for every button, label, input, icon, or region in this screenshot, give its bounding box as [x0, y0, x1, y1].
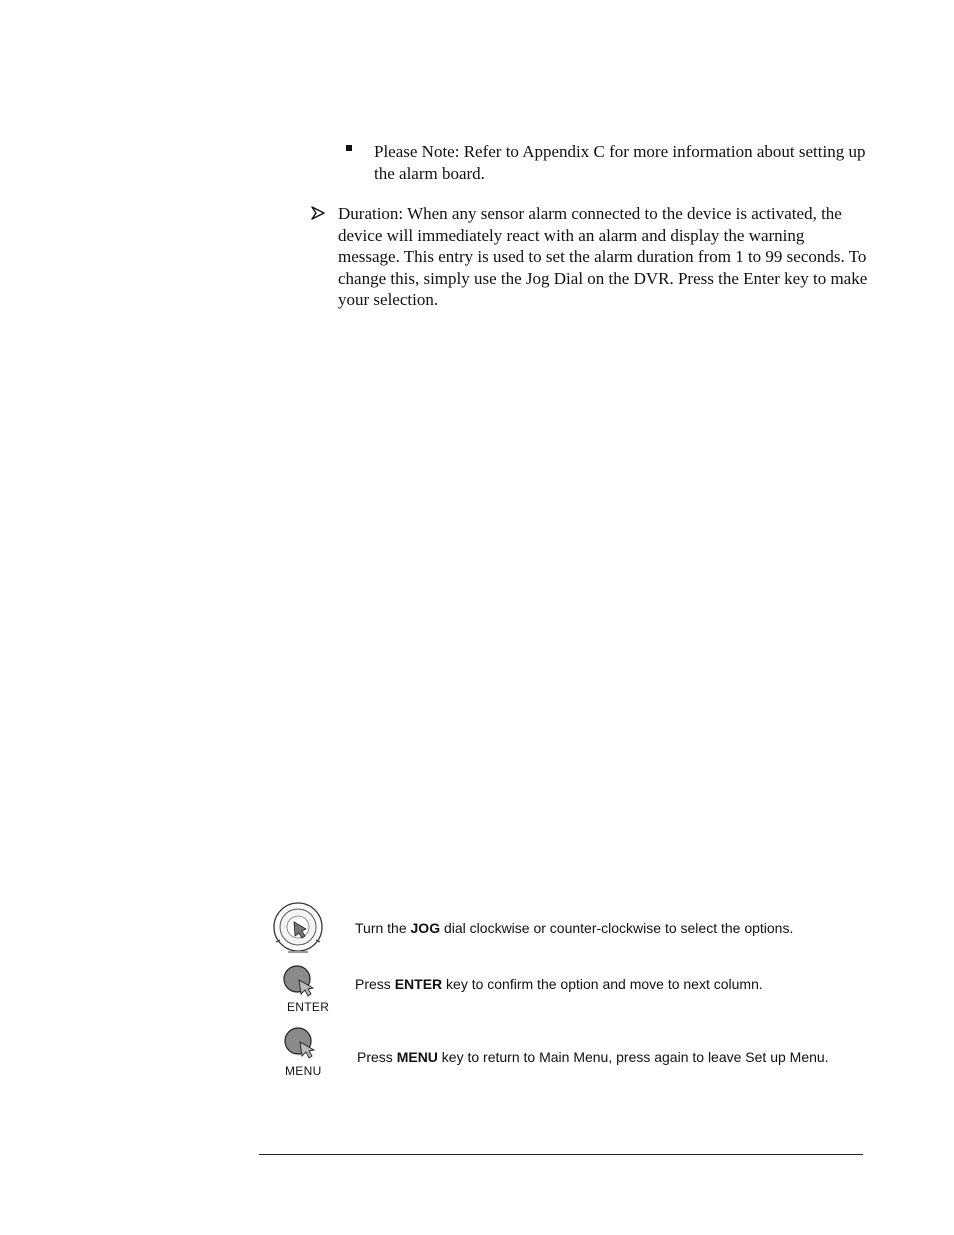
press-button-icon — [282, 964, 320, 1000]
enter-key-label: ENTER — [287, 1000, 330, 1014]
press-button-icon — [283, 1026, 321, 1062]
footer-divider — [259, 1154, 863, 1155]
enter-instruction: Press ENTER key to confirm the option and move to next column. — [355, 976, 763, 992]
jog-instruction: Turn the JOG dial clockwise or counter-clockwise to select the options. — [355, 920, 794, 936]
note-paragraph: Please Note: Refer to Appendix C for more information about setting up the alarm board. — [374, 142, 866, 183]
duration-paragraph: Duration: When any sensor alarm connected to the device is activated, the device will immediately react with an alarm and display the warning message. This entry is used to set the alarm duration from 1 to 99 seconds. To change this, simply use the Jog Dial on the DVR. Press the Enter key to make your selection. — [338, 204, 868, 309]
menu-key-label: MENU — [285, 1064, 322, 1078]
jog-dial-icon — [272, 902, 326, 956]
arrowhead-bullet-icon — [310, 205, 326, 221]
square-bullet-icon — [346, 145, 352, 151]
menu-instruction: Press MENU key to return to Main Menu, press again to leave Set up Menu. — [357, 1049, 829, 1065]
